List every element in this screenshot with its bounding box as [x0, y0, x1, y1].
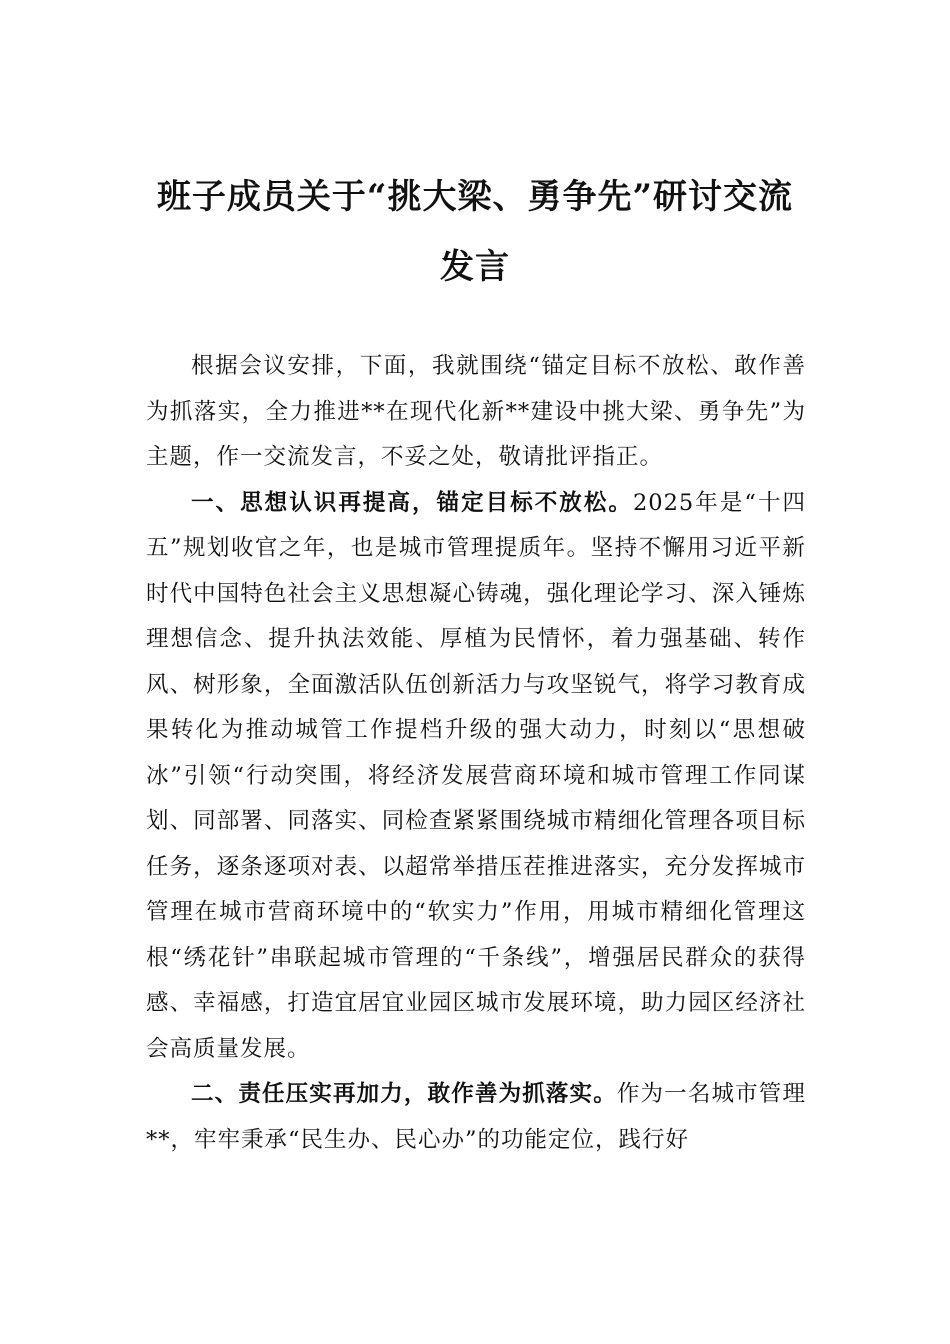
section-2-heading: 二、责任压实再加力，敢作善为抓落实。 — [191, 1081, 617, 1107]
section-1-heading: 一、思想认识再提高，锚定目标不放松。 — [191, 489, 633, 516]
document-body — [146, 344, 806, 1163]
section-1-text: 2025年是“十四五”规划收官之年，也是城市管理提质年。坚持不懈用习近平新时代中国特色社会主义思想凝心铸魂，强化理论学习、深入锤炼理想信念、提升执法效能、厚植为民情怀，着力强基础、转作风、树形象，全面激活队伍创新活力与攻坚锐气，将学习教育成果转化为推动城管工作提档升级的强大动力，时刻以“思想破冰”引领“行动突围，将经济发展营商环境和城市管理工作同谋划、同部署、同落实、同检查紧紧围绕城市精细化管理各项目标任务，逐条逐项对表、以超常举措压茬推进落实，充分发挥城市管理在城市营商环境中的“软实力”作用，用城市精细化管理这根“绣花针”串联起城市管理的“千条线”，增强居民群众的获得感、幸福感，打造宜居宜业园区城市发展环境，助力园区经济社会高质量发展。 — [146, 489, 806, 1062]
section-2-text: 作为一名城市管理**，牢牢秉承“民生办、民心办”的功能定位，践行好 — [146, 1081, 806, 1153]
section-2-paragraph — [146, 1072, 806, 1163]
document-title: 班子成员关于“挑大梁、勇争先”研讨交流发言 — [156, 177, 794, 287]
intro-paragraph: 根据会议安排，下面，我就围绕“锚定目标不放松、敢作善为抓落实，全力推进**在现代化新**建设中挑大梁、勇争先”为主题，作一交流发言，不妥之处，敬请批评指正。 — [146, 353, 806, 470]
section-1-paragraph — [146, 481, 806, 1073]
